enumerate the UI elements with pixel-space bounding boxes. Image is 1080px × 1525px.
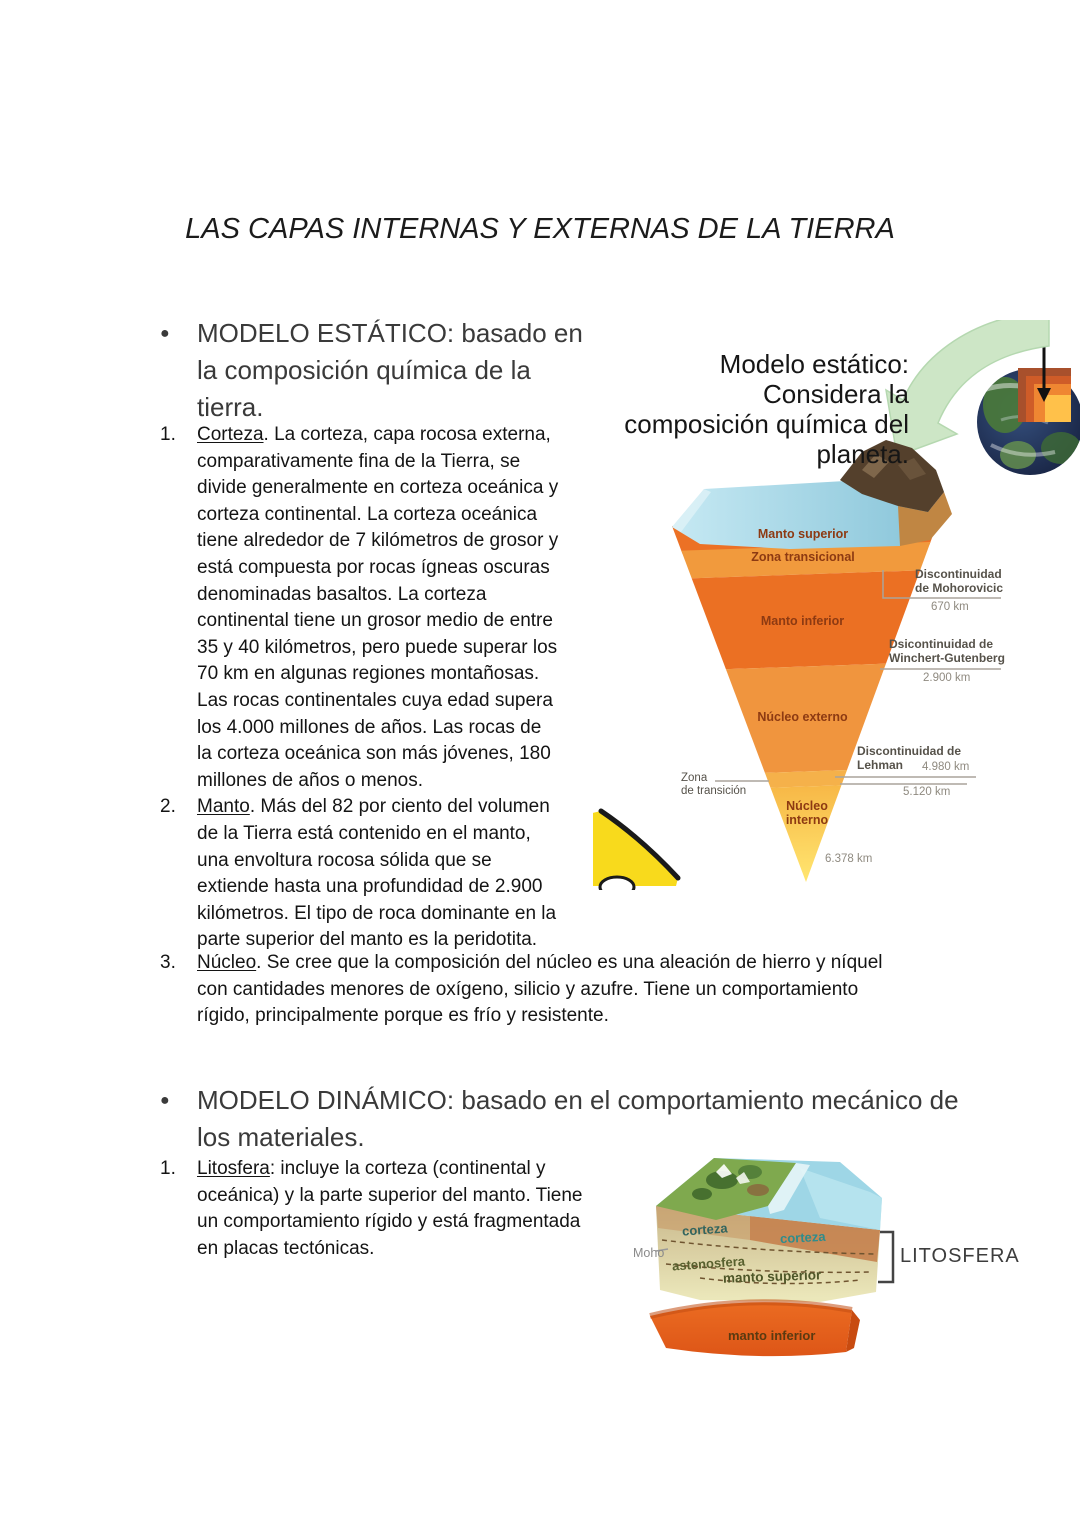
- label-zona-de-transicion: Zona de transición: [681, 772, 747, 797]
- text-line: Núcleo. Se cree que la composición del núcleo es una aleación de hierro y níquel: [197, 952, 883, 973]
- text-line: rígido, principalmente porque es frío y resistente.: [197, 1005, 609, 1027]
- distance-5120: 5.120 km: [903, 786, 951, 798]
- label-astenosfera: astenosfera: [671, 1253, 746, 1274]
- page-title: LAS CAPAS INTERNAS Y EXTERNAS DE LA TIERRA: [185, 213, 895, 245]
- text-line: tiene alrededor de 7 kilómetros de grosor y: [197, 530, 559, 552]
- static-model-diagram: [593, 320, 1080, 890]
- text-line: con cantidades menores de oxígeno, silicio y azufre. Tiene un comportamiento: [197, 978, 859, 1000]
- text-line: MODELO ESTÁTICO: basado en: [197, 318, 583, 348]
- label-litosfera: LITOSFERA: [900, 1245, 1020, 1267]
- text-line: denominadas basaltos. La corteza: [197, 583, 487, 605]
- item-number: 1.: [160, 424, 176, 445]
- distance-670: 670 km: [931, 601, 969, 613]
- list-item: [160, 1156, 640, 1262]
- text-line: parte superior del manto es la peridotita.: [197, 929, 538, 951]
- text-line: los materiales.: [197, 1122, 365, 1152]
- text-line: extiende hasta una profundidad de 2.900: [197, 876, 543, 898]
- item-lines: [197, 977, 980, 1030]
- label-nucleo-interno: Núcleo interno: [785, 799, 829, 827]
- text-line: Modelo estático:: [719, 349, 909, 379]
- text-line: Considera la: [763, 379, 909, 409]
- text-line: corteza continental. La corteza oceánica: [197, 503, 538, 525]
- text-line: Discontinuidad de: [857, 744, 962, 758]
- label-zona-transicional: Zona transicional: [751, 550, 855, 564]
- text-line: Manto. Más del 82 por ciento del volumen: [197, 796, 550, 818]
- dynamic-model-heading: [160, 1082, 1080, 1156]
- text-line: MODELO DINÁMICO: basado en el comportamiento mecánico de: [197, 1085, 959, 1115]
- dynamic-model-list: [160, 1156, 640, 1262]
- dynamic-model-heading-lines: [197, 1082, 959, 1156]
- text-line: planeta.: [816, 439, 909, 469]
- text-line: comparativamente fina de la Tierra, se: [197, 450, 521, 472]
- text-line: divide generalmente en corteza oceánica y: [197, 477, 559, 499]
- annotation-gutenberg: [889, 637, 1005, 665]
- label-moho: Moho: [633, 1246, 665, 1260]
- list-item: [160, 950, 980, 1030]
- static-model-heading-lines: [197, 315, 583, 426]
- text-line: en placas tectónicas.: [197, 1237, 375, 1259]
- text-line: Corteza. La corteza, capa rocosa externa,: [197, 424, 551, 445]
- text-line: de Mohorovicic: [915, 581, 1004, 595]
- bullet-icon: ●: [160, 1092, 170, 1109]
- item-number: 1.: [160, 1158, 176, 1179]
- text-line: una envoltura rocosa sólida que se: [197, 849, 492, 871]
- text-line: Lehman: [857, 758, 904, 772]
- static-model-list: [160, 422, 630, 954]
- annotation-mohorovicic: [915, 567, 1003, 595]
- item-lines: [197, 449, 630, 795]
- text-line: Litosfera: incluye la corteza (continental y: [197, 1158, 546, 1179]
- static-model-item3: [160, 950, 980, 1030]
- distance-4980: 4.980 km: [922, 761, 970, 773]
- text-line: oceánica) y la parte superior del manto. Tiene: [197, 1184, 583, 1206]
- text-line: los 4.000 millones de años. Las rocas de: [197, 716, 542, 738]
- text-line: 70 km en algunas regiones montañosas.: [197, 663, 540, 685]
- bullet-icon: ●: [160, 325, 170, 342]
- text-line: Winchert-Gutenberg: [889, 651, 1005, 665]
- text-line: kilómetros. El tipo de roca dominante en la: [197, 902, 557, 924]
- label-corteza-right: corteza: [779, 1228, 826, 1247]
- text-line: la composición química de la: [197, 355, 531, 385]
- text-line: 35 y 40 kilómetros, pero puede superar los: [197, 636, 558, 658]
- text-line: composición química del: [624, 409, 909, 439]
- label-manto-inferior: Manto inferior: [760, 614, 845, 628]
- text-line: un comportamiento rígido y está fragmentada: [197, 1211, 581, 1233]
- cartoon-cutout: [593, 811, 678, 890]
- text-line: millones de años o menos.: [197, 769, 424, 791]
- text-line: la corteza oceánica son más jóvenes, 180: [197, 743, 551, 765]
- text-line: Discontinuidad: [915, 567, 1002, 581]
- text-line: está compuesta por rocas ígneas oscuras: [197, 556, 550, 578]
- text-line: continental tiene un grosor medio de entre: [197, 610, 553, 632]
- label-manto-superior: Manto superior: [757, 527, 849, 541]
- text-line: tierra.: [197, 392, 264, 422]
- depth-total: 6.378 km: [825, 853, 873, 865]
- litosfera-diagram: [600, 1148, 1080, 1408]
- distance-2900: 2.900 km: [923, 672, 971, 684]
- text-line: Dsicontinuidad de: [889, 637, 994, 651]
- list-item: [160, 794, 630, 954]
- text-line: Las rocas continentales cuya edad supera: [197, 689, 553, 711]
- diagram-caption: [593, 349, 909, 469]
- label-manto-inferior-litho: manto inferior: [728, 1328, 816, 1343]
- label-nucleo-externo: Núcleo externo: [757, 710, 848, 724]
- label-manto-superior-litho: manto superior: [722, 1267, 822, 1286]
- item-lines: [197, 1183, 640, 1263]
- list-item: [160, 422, 630, 794]
- item-number: 3.: [160, 952, 176, 973]
- litosfera-graphics: [600, 1148, 1080, 1408]
- label-corteza-left: corteza: [681, 1220, 728, 1239]
- litosfera-bracket: [878, 1232, 893, 1282]
- item-number: 2.: [160, 796, 176, 818]
- text-line: de la Tierra está contenido en el manto,: [197, 822, 531, 844]
- item-lines: [197, 821, 630, 954]
